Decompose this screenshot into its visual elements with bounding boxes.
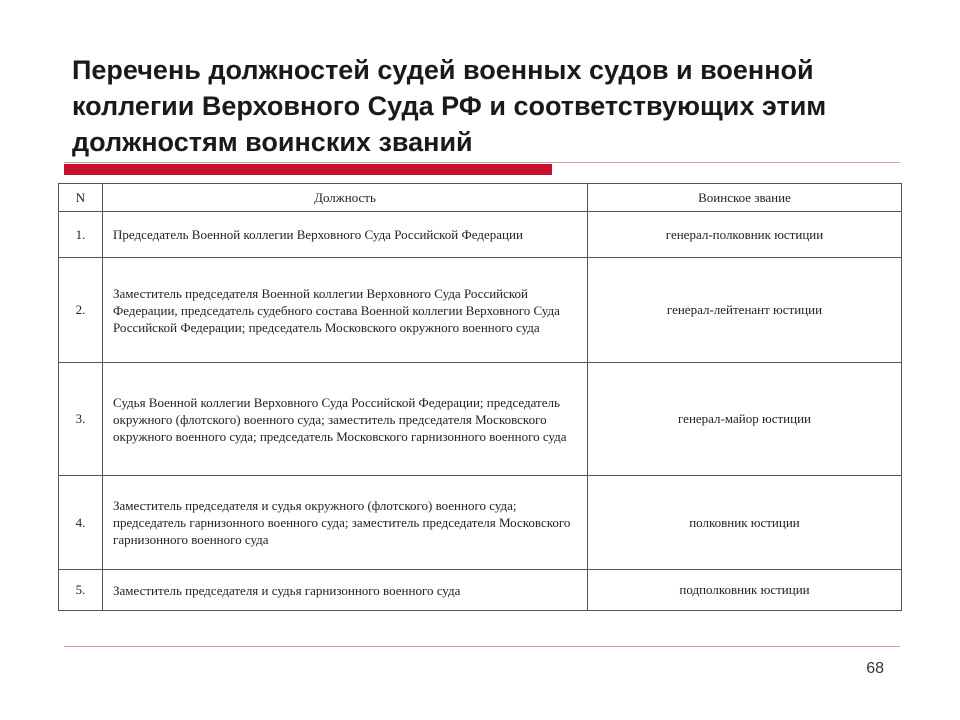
row-position: Судья Военной коллегии Верховного Суда Российской Федерации; председатель окружного (флотского) военного суда; заместитель председателя Московского окружного военного суда; председатель Московского гарнизонного военного суда — [103, 363, 588, 476]
row-rank: генерал-полковник юстиции — [588, 212, 902, 258]
row-number: 1. — [59, 212, 103, 258]
table-row — [59, 476, 902, 570]
title-accent-bar — [64, 164, 552, 175]
row-number: 3. — [59, 363, 103, 476]
footer-divider-line — [64, 646, 900, 647]
table-header-row — [59, 184, 902, 212]
table-row — [59, 363, 902, 476]
row-number: 2. — [59, 258, 103, 363]
row-rank: полковник юстиции — [588, 476, 902, 570]
row-position: Заместитель председателя и судья окружного (флотского) военного суда; председатель гарнизонного военного суда; заместитель председателя Московского гарнизонного военного суда — [103, 476, 588, 570]
row-position: Заместитель председателя и судья гарнизонного военного суда — [103, 570, 588, 611]
table-row — [59, 570, 902, 611]
positions-table — [58, 183, 902, 611]
table-row — [59, 212, 902, 258]
row-rank: подполковник юстиции — [588, 570, 902, 611]
title-divider-line — [64, 162, 900, 163]
table-row — [59, 258, 902, 363]
row-number: 5. — [59, 570, 103, 611]
row-rank: генерал-майор юстиции — [588, 363, 902, 476]
header-number: N — [59, 184, 103, 212]
header-position: Должность — [103, 184, 588, 212]
row-position: Председатель Военной коллегии Верховного Суда Российской Федерации — [103, 212, 588, 258]
row-position: Заместитель председателя Военной коллегии Верховного Суда Российской Федерации, председатель судебного состава Военной коллегии Верховного Суда Российской Федерации; председатель Московского окружного военного суда — [103, 258, 588, 363]
row-number: 4. — [59, 476, 103, 570]
header-rank: Воинское звание — [588, 184, 902, 212]
slide-title: Перечень должностей судей военных судов и военной коллегии Верховного Суда РФ и соответствующих этим должностям воинских званий — [72, 55, 827, 157]
row-rank: генерал-лейтенант юстиции — [588, 258, 902, 363]
page-number: 68 — [866, 660, 884, 677]
